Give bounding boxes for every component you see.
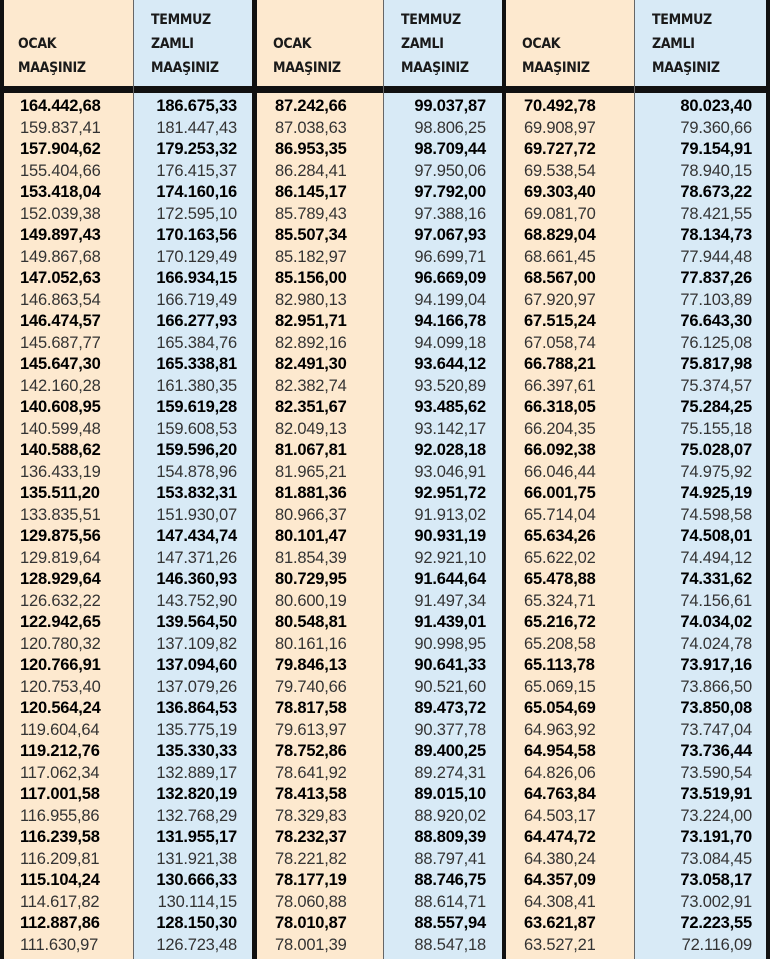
salary-cell: 64.954,58 xyxy=(524,742,596,760)
salary-cell: 179.253,32 xyxy=(156,140,237,158)
salary-cell: 69.908,97 xyxy=(524,118,596,137)
salary-cell: 122.942,65 xyxy=(20,613,101,631)
salary-cell: 120.780,32 xyxy=(20,634,101,653)
temmuz-column xyxy=(133,0,255,959)
salary-cell: 80.729,95 xyxy=(275,570,347,588)
header-line: ZAMLI xyxy=(151,36,194,52)
salary-cell: 75.155,18 xyxy=(680,419,752,438)
temmuz-column xyxy=(383,0,504,959)
salary-cell: 87.038,63 xyxy=(275,118,347,137)
salary-cell: 149.867,68 xyxy=(20,247,101,266)
salary-cell: 145.687,77 xyxy=(20,333,101,352)
salary-cell: 80.023,40 xyxy=(680,97,752,115)
salary-cell: 73.519,91 xyxy=(680,785,752,803)
salary-cell: 74.494,12 xyxy=(680,548,752,567)
salary-cell: 142.160,28 xyxy=(20,376,101,395)
ocak-column xyxy=(255,0,383,959)
salary-cell: 73.084,45 xyxy=(680,849,752,868)
salary-cell: 82.049,13 xyxy=(275,419,347,438)
salary-cell: 157.904,62 xyxy=(20,140,101,158)
header-line: MAAŞINIZ xyxy=(522,60,590,76)
salary-cell: 65.634,26 xyxy=(524,527,596,545)
salary-cell: 88.746,75 xyxy=(414,871,486,889)
salary-cell: 66.001,75 xyxy=(524,484,596,502)
salary-cell: 69.538,54 xyxy=(524,161,596,180)
salary-cell: 116.209,81 xyxy=(20,849,100,868)
header-line: MAAŞINIZ xyxy=(18,60,86,76)
salary-cell: 73.736,44 xyxy=(680,742,752,760)
salary-cell: 73.850,08 xyxy=(680,699,752,717)
salary-cell: 64.503,17 xyxy=(524,806,596,825)
salary-cell: 135.511,20 xyxy=(20,484,100,502)
salary-cell: 73.590,54 xyxy=(680,763,752,782)
salary-cell: 88.547,18 xyxy=(414,935,486,954)
salary-cell: 97.950,06 xyxy=(414,161,486,180)
salary-cell: 131.921,38 xyxy=(156,849,237,868)
salary-cell: 89.473,72 xyxy=(414,699,486,717)
salary-cell: 79.846,13 xyxy=(275,656,347,674)
salary-cell: 90.377,78 xyxy=(414,720,486,739)
salary-cell: 149.897,43 xyxy=(20,226,101,244)
salary-cell: 78.010,87 xyxy=(275,914,347,932)
salary-cell: 146.474,57 xyxy=(20,312,101,330)
salary-cell: 132.768,29 xyxy=(156,806,237,825)
salary-cell: 181.447,43 xyxy=(156,118,237,137)
salary-cell: 99.037,87 xyxy=(414,97,486,115)
salary-cell: 176.415,37 xyxy=(156,161,237,180)
group-divider xyxy=(0,0,4,959)
salary-cell: 65.216,72 xyxy=(524,613,596,631)
salary-cell: 159.596,20 xyxy=(156,441,237,459)
salary-cell: 165.384,76 xyxy=(156,333,237,352)
salary-cell: 137.079,26 xyxy=(156,677,237,696)
salary-cell: 64.380,24 xyxy=(524,849,596,868)
salary-cell: 65.622,02 xyxy=(524,548,596,567)
salary-cell: 78.329,83 xyxy=(275,806,347,825)
salary-cell: 74.034,02 xyxy=(680,613,752,631)
salary-cell: 88.809,39 xyxy=(414,828,486,846)
salary-cell: 92.028,18 xyxy=(414,441,486,459)
salary-cell: 81.067,81 xyxy=(275,441,347,459)
salary-cell: 96.699,71 xyxy=(414,247,486,266)
salary-cell: 172.595,10 xyxy=(156,204,237,223)
salary-cell: 66.046,44 xyxy=(524,462,596,481)
salary-cell: 166.719,49 xyxy=(156,290,237,309)
salary-cell: 64.474,72 xyxy=(524,828,596,846)
salary-cell: 73.002,91 xyxy=(680,892,752,911)
temmuz-column xyxy=(634,0,770,959)
header-line: OCAK xyxy=(522,36,561,52)
salary-cell: 136.864,53 xyxy=(156,699,237,717)
salary-cell: 66.204,35 xyxy=(524,419,596,438)
salary-cell: 74.508,01 xyxy=(680,527,752,545)
salary-cell: 159.608,53 xyxy=(156,419,237,438)
salary-cell: 97.792,00 xyxy=(414,183,486,201)
salary-cell: 114.617,82 xyxy=(20,892,100,911)
salary-cell: 89.400,25 xyxy=(414,742,486,760)
header-rule xyxy=(0,86,770,93)
salary-cell: 90.998,95 xyxy=(414,634,486,653)
salary-cell: 90.931,19 xyxy=(414,527,486,545)
salary-cell: 81.965,21 xyxy=(275,462,347,481)
salary-cell: 119.604,64 xyxy=(20,720,100,739)
salary-cell: 80.548,81 xyxy=(275,613,347,631)
salary-cell: 170.129,49 xyxy=(156,247,237,266)
salary-cell: 91.913,02 xyxy=(414,505,486,524)
salary-cell: 82.491,30 xyxy=(275,355,347,373)
salary-cell: 97.067,93 xyxy=(414,226,486,244)
salary-cell: 146.863,54 xyxy=(20,290,101,309)
salary-cell: 90.521,60 xyxy=(414,677,486,696)
ocak-column xyxy=(0,0,133,959)
salary-cell: 130.114,15 xyxy=(157,892,237,911)
salary-cell: 79.613,97 xyxy=(275,720,347,739)
salary-cell: 137.109,82 xyxy=(156,634,237,653)
salary-cell: 74.331,62 xyxy=(680,570,752,588)
salary-cell: 76.643,30 xyxy=(680,312,752,330)
salary-cell: 88.797,41 xyxy=(414,849,486,868)
column-divider xyxy=(634,0,635,959)
salary-cell: 86.953,35 xyxy=(275,140,347,158)
salary-cell: 67.920,97 xyxy=(524,290,596,309)
salary-cell: 139.564,50 xyxy=(156,613,237,631)
salary-cell: 86.145,17 xyxy=(275,183,347,201)
salary-cell: 132.820,19 xyxy=(156,785,237,803)
salary-cell: 128.929,64 xyxy=(20,570,101,588)
header-line: ZAMLI xyxy=(652,36,695,52)
salary-cell: 166.934,15 xyxy=(156,269,237,287)
salary-cell: 76.125,08 xyxy=(680,333,752,352)
group-divider xyxy=(502,0,506,959)
salary-cell: 78.752,86 xyxy=(275,742,347,760)
salary-cell: 66.318,05 xyxy=(524,398,596,416)
salary-cell: 170.163,56 xyxy=(156,226,237,244)
salary-cell: 85.789,43 xyxy=(275,204,347,223)
salary-cell: 159.837,41 xyxy=(20,118,101,137)
salary-cell: 64.963,92 xyxy=(524,720,596,739)
ocak-column-header xyxy=(255,0,383,88)
salary-cell: 116.955,86 xyxy=(20,806,100,825)
salary-cell: 66.092,38 xyxy=(524,441,596,459)
salary-cell: 153.418,04 xyxy=(20,183,101,201)
salary-cell: 82.351,67 xyxy=(275,398,347,416)
salary-cell: 82.980,13 xyxy=(275,290,347,309)
salary-cell: 85.507,34 xyxy=(275,226,347,244)
salary-cell: 154.878,96 xyxy=(156,462,237,481)
header-line: TEMMUZ xyxy=(401,12,461,28)
salary-cell: 119.212,76 xyxy=(20,742,100,760)
salary-cell: 153.832,31 xyxy=(156,484,237,502)
group-divider xyxy=(252,0,257,959)
salary-cell: 67.515,24 xyxy=(524,312,596,330)
salary-cell: 73.747,04 xyxy=(680,720,752,739)
salary-cell: 128.150,30 xyxy=(156,914,237,932)
salary-cell: 77.944,48 xyxy=(680,247,752,266)
salary-cell: 74.975,92 xyxy=(680,462,752,481)
salary-cell: 69.081,70 xyxy=(524,204,596,223)
salary-cell: 79.360,66 xyxy=(680,118,752,137)
salary-cell: 78.673,22 xyxy=(680,183,752,201)
salary-cell: 90.641,33 xyxy=(414,656,486,674)
salary-cell: 97.388,16 xyxy=(414,204,486,223)
header-line: MAAŞINIZ xyxy=(401,60,469,76)
salary-cell: 151.930,07 xyxy=(156,505,237,524)
salary-cell: 69.303,40 xyxy=(524,183,596,201)
salary-cell: 117.062,34 xyxy=(20,763,100,782)
salary-cell: 140.608,95 xyxy=(20,398,101,416)
salary-cell: 98.709,44 xyxy=(414,140,486,158)
salary-cell: 136.433,19 xyxy=(20,462,101,481)
salary-cell: 88.920,02 xyxy=(414,806,486,825)
salary-cell: 75.028,07 xyxy=(680,441,752,459)
salary-cell: 78.421,55 xyxy=(680,204,752,223)
salary-cell: 186.675,33 xyxy=(156,97,237,115)
salary-cell: 75.374,57 xyxy=(680,376,752,395)
salary-cell: 88.614,71 xyxy=(414,892,486,911)
salary-cell: 82.892,16 xyxy=(275,333,347,352)
salary-cell: 86.284,41 xyxy=(275,161,347,180)
ocak-column-header xyxy=(0,0,133,88)
salary-cell: 79.740,66 xyxy=(275,677,347,696)
temmuz-column-header xyxy=(634,0,770,88)
salary-cell: 137.094,60 xyxy=(156,656,237,674)
salary-cell: 66.397,61 xyxy=(524,376,596,395)
salary-cell: 91.439,01 xyxy=(414,613,486,631)
salary-cell: 135.330,33 xyxy=(156,742,237,760)
temmuz-column-header xyxy=(383,0,504,88)
salary-cell: 65.714,04 xyxy=(524,505,596,524)
ocak-column-header xyxy=(504,0,634,88)
salary-cell: 81.854,39 xyxy=(275,548,347,567)
salary-cell: 64.763,84 xyxy=(524,785,596,803)
salary-cell: 65.113,78 xyxy=(524,656,595,674)
salary-cell: 94.199,04 xyxy=(414,290,486,309)
salary-cell: 75.284,25 xyxy=(680,398,752,416)
salary-cell: 130.666,33 xyxy=(156,871,237,889)
salary-cell: 140.588,62 xyxy=(20,441,101,459)
salary-cell: 147.371,26 xyxy=(156,548,237,567)
header-line: OCAK xyxy=(273,36,312,52)
salary-cell: 85.156,00 xyxy=(275,269,347,287)
salary-cell: 93.046,91 xyxy=(414,462,486,481)
salary-cell: 82.951,71 xyxy=(275,312,347,330)
salary-cell: 80.101,47 xyxy=(275,527,347,545)
salary-cell: 112.887,86 xyxy=(20,914,100,932)
salary-cell: 91.497,34 xyxy=(414,591,486,610)
salary-cell: 152.039,38 xyxy=(20,204,101,223)
salary-cell: 94.166,78 xyxy=(414,312,486,330)
salary-cell: 92.951,72 xyxy=(414,484,486,502)
salary-cell: 93.485,62 xyxy=(414,398,486,416)
salary-cell: 75.817,98 xyxy=(680,355,752,373)
salary-cell: 92.921,10 xyxy=(414,548,486,567)
salary-cell: 78.060,88 xyxy=(275,892,347,911)
salary-cell: 73.224,00 xyxy=(680,806,752,825)
salary-cell: 74.598,58 xyxy=(680,505,752,524)
group-divider xyxy=(766,0,770,959)
header-line: ZAMLI xyxy=(401,36,444,52)
salary-cell: 69.727,72 xyxy=(524,140,596,158)
temmuz-column-header xyxy=(133,0,255,88)
salary-cell: 96.669,09 xyxy=(414,269,486,287)
salary-cell: 65.208,58 xyxy=(524,634,596,653)
salary-cell: 68.567,00 xyxy=(524,269,596,287)
header-line: OCAK xyxy=(18,36,57,52)
salary-cell: 91.644,64 xyxy=(414,570,486,588)
column-divider xyxy=(133,0,134,959)
salary-cell: 68.661,45 xyxy=(524,247,596,266)
salary-cell: 98.806,25 xyxy=(414,118,486,137)
salary-cell: 74.024,78 xyxy=(680,634,752,653)
salary-cell: 89.015,10 xyxy=(414,785,486,803)
salary-cell: 129.875,56 xyxy=(20,527,101,545)
salary-cell: 67.058,74 xyxy=(524,333,596,352)
salary-cell: 78.641,92 xyxy=(275,763,347,782)
salary-cell: 93.142,17 xyxy=(414,419,486,438)
salary-cell: 120.766,91 xyxy=(20,656,101,674)
header-line: MAAŞINIZ xyxy=(273,60,341,76)
salary-cell: 68.829,04 xyxy=(524,226,596,244)
salary-cell: 64.826,06 xyxy=(524,763,596,782)
salary-cell: 63.527,21 xyxy=(524,935,596,954)
salary-cell: 126.632,22 xyxy=(20,591,101,610)
salary-cell: 77.837,26 xyxy=(680,269,752,287)
salary-cell: 89.274,31 xyxy=(414,763,486,782)
salary-cell: 78.817,58 xyxy=(275,699,347,717)
salary-cell: 82.382,74 xyxy=(275,376,347,395)
salary-cell: 117.001,58 xyxy=(20,785,100,803)
salary-cell: 81.881,36 xyxy=(275,484,347,502)
salary-cell: 74.925,19 xyxy=(680,484,752,502)
salary-cell: 64.308,41 xyxy=(524,892,596,911)
salary-cell: 72.116,09 xyxy=(681,935,752,954)
salary-cell: 74.156,61 xyxy=(680,591,752,610)
salary-cell: 78.413,58 xyxy=(275,785,347,803)
salary-cell: 73.191,70 xyxy=(680,828,752,846)
salary-cell: 80.966,37 xyxy=(275,505,347,524)
salary-cell: 165.338,81 xyxy=(156,355,237,373)
salary-cell: 70.492,78 xyxy=(524,97,596,115)
salary-cell: 147.434,74 xyxy=(156,527,237,545)
salary-cell: 80.161,16 xyxy=(275,634,347,653)
salary-cell: 135.775,19 xyxy=(156,720,237,739)
salary-cell: 80.600,19 xyxy=(275,591,347,610)
salary-cell: 78.134,73 xyxy=(680,226,752,244)
salary-cell: 131.955,17 xyxy=(156,828,237,846)
salary-cell: 174.160,16 xyxy=(156,183,237,201)
salary-cell: 145.647,30 xyxy=(20,355,101,373)
salary-cell: 120.564,24 xyxy=(20,699,101,717)
salary-cell: 73.058,17 xyxy=(680,871,752,889)
salary-cell: 73.917,16 xyxy=(680,656,752,674)
salary-cell: 73.866,50 xyxy=(680,677,752,696)
salary-cell: 93.644,12 xyxy=(414,355,486,373)
salary-cell: 143.752,90 xyxy=(156,591,237,610)
salary-cell: 65.069,15 xyxy=(524,677,596,696)
salary-cell: 65.324,71 xyxy=(524,591,596,610)
salary-cell: 63.621,87 xyxy=(524,914,596,932)
salary-cell: 94.099,18 xyxy=(414,333,486,352)
salary-cell: 66.788,21 xyxy=(524,355,596,373)
salary-cell: 133.835,51 xyxy=(20,505,101,524)
salary-cell: 115.104,24 xyxy=(20,871,100,889)
salary-cell: 72.223,55 xyxy=(680,914,752,932)
salary-cell: 140.599,48 xyxy=(20,419,101,438)
salary-cell: 64.357,09 xyxy=(524,871,596,889)
salary-cell: 77.103,89 xyxy=(680,290,752,309)
salary-cell: 78.221,82 xyxy=(275,849,347,868)
header-line: TEMMUZ xyxy=(652,12,712,28)
salary-cell: 79.154,91 xyxy=(680,140,752,158)
salary-cell: 147.052,63 xyxy=(20,269,101,287)
salary-cell: 85.182,97 xyxy=(275,247,347,266)
salary-cell: 78.940,15 xyxy=(680,161,752,180)
salary-cell: 146.360,93 xyxy=(156,570,237,588)
salary-cell: 87.242,66 xyxy=(275,97,347,115)
salary-cell: 132.889,17 xyxy=(156,763,237,782)
salary-cell: 111.630,97 xyxy=(20,935,99,954)
salary-cell: 88.557,94 xyxy=(414,914,486,932)
salary-cell: 155.404,66 xyxy=(20,161,101,180)
salary-cell: 166.277,93 xyxy=(156,312,237,330)
salary-cell: 65.054,69 xyxy=(524,699,596,717)
header-line: MAAŞINIZ xyxy=(652,60,720,76)
salary-cell: 78.177,19 xyxy=(275,871,347,889)
salary-cell: 164.442,68 xyxy=(20,97,101,115)
salary-cell: 159.619,28 xyxy=(156,398,237,416)
salary-cell: 78.232,37 xyxy=(275,828,347,846)
salary-cell: 65.478,88 xyxy=(524,570,596,588)
header-line: TEMMUZ xyxy=(151,12,211,28)
salary-cell: 116.239,58 xyxy=(20,828,100,846)
header-line: MAAŞINIZ xyxy=(151,60,219,76)
salary-cell: 120.753,40 xyxy=(20,677,101,696)
salary-cell: 129.819,64 xyxy=(20,548,101,567)
column-divider xyxy=(383,0,384,959)
ocak-column xyxy=(504,0,634,959)
salary-cell: 78.001,39 xyxy=(275,935,347,954)
salary-cell: 161.380,35 xyxy=(156,376,237,395)
salary-cell: 126.723,48 xyxy=(156,935,237,954)
salary-cell: 93.520,89 xyxy=(414,376,486,395)
